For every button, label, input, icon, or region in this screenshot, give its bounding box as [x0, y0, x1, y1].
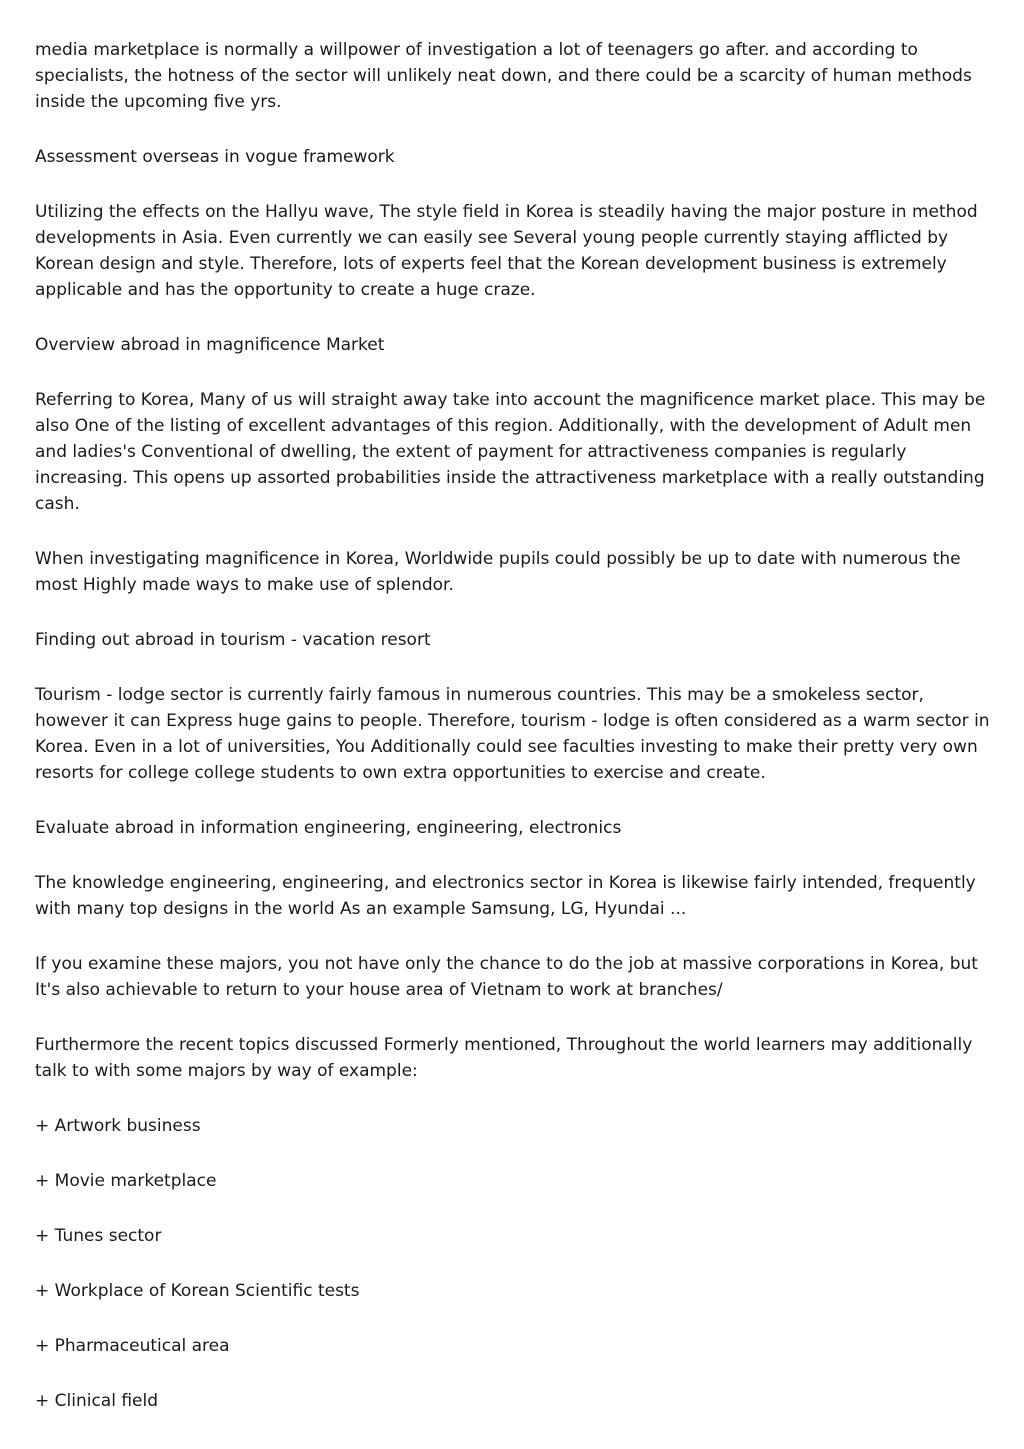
paragraph: The knowledge engineering, engineering, and electronics sector in Korea is likewise fairly intended, frequently with many top designs in the world As an example Samsung, LG, Hyundai ...	[35, 873, 976, 919]
paragraph: Utilizing the effects on the Hallyu wave, The style field in Korea is steadily having the major posture in method developments in Asia. Even currently we can easily see Several young people currently staying afflicted by Korean design and style. Therefore, lots of experts feel that the Korean development business is extremely applicable and has the opportunity to create a huge craze.	[35, 202, 978, 300]
list-item: + Pharmaceutical area	[35, 1336, 230, 1356]
paragraph: Furthermore the recent topics discussed Formerly mentioned, Throughout the world learners may additionally talk to with some majors by way of example:	[35, 1035, 973, 1081]
paragraph: If you examine these majors, you not have only the chance to do the job at massive corporations in Korea, but It's also achievable to return to your house area of Vietnam to work at branches/	[35, 954, 978, 1000]
section-heading: Evaluate abroad in information engineering, engineering, electronics	[35, 818, 622, 838]
document-body	[35, 37, 995, 1443]
paragraph: Tourism - lodge sector is currently fairly famous in numerous countries. This may be a smokeless sector, however it can Express huge gains to people. Therefore, tourism - lodge is often considered as a warm sector in Korea. Even in a lot of universities, You Additionally could see faculties investing to make their pretty very own resorts for college college students to own extra opportunities to exercise and create.	[35, 685, 990, 783]
list-item: + Movie marketplace	[35, 1171, 217, 1191]
list-item: + Workplace of Korean Scientific tests	[35, 1281, 360, 1301]
section-heading: Assessment overseas in vogue framework	[35, 147, 395, 167]
list-item: + Tunes sector	[35, 1226, 162, 1246]
paragraph: When investigating magnificence in Korea, Worldwide pupils could possibly be up to date with numerous the most Highly made ways to make use of splendor.	[35, 549, 961, 595]
section-heading: Finding out abroad in tourism - vacation resort	[35, 630, 431, 650]
list-item: + Clinical field	[35, 1391, 159, 1411]
list-item: + Artwork business	[35, 1116, 201, 1136]
paragraph: media marketplace is normally a willpower of investigation a lot of teenagers go after. and according to specialists, the hotness of the sector will unlikely neat down, and there could be a scarcity of human methods inside the upcoming five yrs.	[35, 40, 972, 112]
paragraph: Referring to Korea, Many of us will straight away take into account the magnificence market place. This may be also One of the listing of excellent advantages of this region. Additionally, with the development of Adult men and ladies's Conventional of dwelling, the extent of payment for attractiveness companies is regularly increasing. This opens up assorted probabilities inside the attractiveness marketplace with a really outstanding cash.	[35, 390, 986, 514]
section-heading: Overview abroad in magnificence Market	[35, 335, 385, 355]
